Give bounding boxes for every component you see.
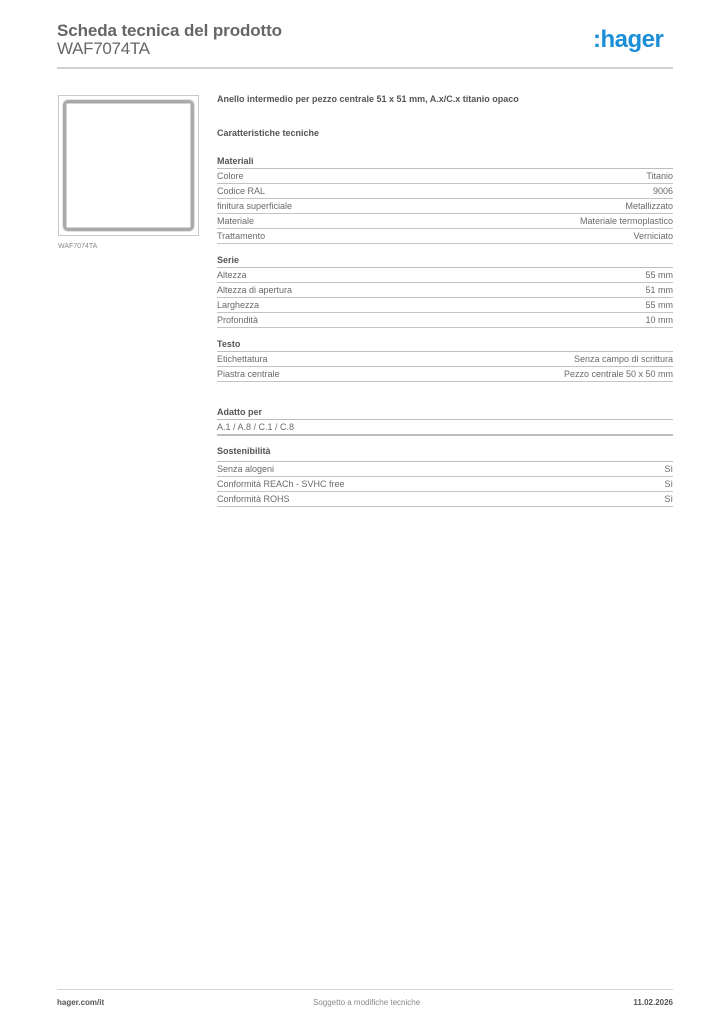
spec-label: Colore [217, 171, 244, 181]
spec-row [217, 352, 673, 367]
product-image [58, 95, 199, 236]
group-serie [217, 253, 673, 328]
spec-content [217, 92, 673, 507]
spec-row [217, 462, 673, 477]
hager-logo: :hager [593, 26, 664, 53]
group-sostenibilita [217, 444, 673, 507]
group-materiali [217, 154, 673, 244]
footer-website-link[interactable]: hager.com/it [57, 998, 105, 1007]
group-title: Adatto per [217, 405, 673, 420]
spec-label: Altezza di apertura [217, 285, 293, 295]
spec-label: Codice RAL [217, 186, 266, 196]
group-title: Serie [217, 253, 673, 268]
header-divider [57, 67, 673, 69]
spec-value: Metallizzato [625, 201, 673, 211]
spec-label: Altezza [217, 270, 247, 280]
spec-label: finitura superficiale [217, 201, 293, 211]
spec-value: Sì [664, 479, 673, 489]
spec-value: Sì [664, 464, 673, 474]
spec-row [217, 199, 673, 214]
spec-value: 51 mm [645, 285, 673, 295]
group-testo [217, 337, 673, 382]
group-title: Materiali [217, 154, 673, 169]
group-adatto-per [217, 405, 673, 436]
spec-row [217, 184, 673, 199]
section-heading: Caratteristiche tecniche [217, 128, 320, 138]
spec-row [217, 477, 673, 492]
group-title: Sostenibilità [217, 444, 673, 462]
footer-divider [57, 989, 673, 990]
spec-value: Materiale termoplastico [579, 216, 673, 226]
ring-frame-icon [63, 100, 194, 231]
spec-label: Conformità ROHS [217, 494, 290, 504]
spec-value: 9006 [652, 186, 673, 196]
spec-value: 55 mm [645, 300, 673, 310]
spec-row [217, 229, 673, 244]
image-caption: WAF7074TA [58, 243, 98, 250]
spec-label: Piastra centrale [217, 369, 280, 379]
spec-row [217, 420, 673, 436]
footer-notice: Soggetto a modifiche tecniche [313, 998, 421, 1007]
spec-row [217, 214, 673, 229]
group-title: Testo [217, 337, 673, 352]
spec-value: Senza campo di scrittura [573, 354, 673, 364]
spec-label: Materiale [217, 216, 255, 226]
spec-label: Larghezza [217, 300, 260, 310]
footer-date: 11.02.2026 [633, 998, 673, 1007]
spec-label: A.1 / A.8 / C.1 / C.8 [217, 422, 295, 432]
spec-value: Pezzo centrale 50 x 50 mm [563, 369, 673, 379]
spec-value: 10 mm [645, 315, 673, 325]
spec-row [217, 367, 673, 382]
spec-row [217, 283, 673, 298]
spec-value: Titanio [646, 171, 673, 181]
spec-row [217, 169, 673, 184]
spec-row [217, 492, 673, 507]
product-code: WAF7074TA [57, 39, 150, 58]
spec-label: Etichettatura [217, 354, 268, 364]
page-title: Scheda tecnica del prodotto [57, 21, 282, 40]
spec-label: Senza alogeni [217, 464, 275, 474]
spec-row [217, 268, 673, 283]
spec-label: Trattamento [217, 231, 266, 241]
spec-label: Conformità REACh - SVHC free [217, 479, 345, 489]
product-description: Anello intermedio per pezzo centrale 51 x 51 mm, A.x/C.x titanio opaco [217, 94, 519, 104]
spec-row [217, 298, 673, 313]
spec-row [217, 313, 673, 328]
spec-label: Profondità [217, 315, 259, 325]
spec-value: 55 mm [645, 270, 673, 280]
spec-value: Sì [664, 494, 673, 504]
spec-value: Verniciato [633, 231, 673, 241]
